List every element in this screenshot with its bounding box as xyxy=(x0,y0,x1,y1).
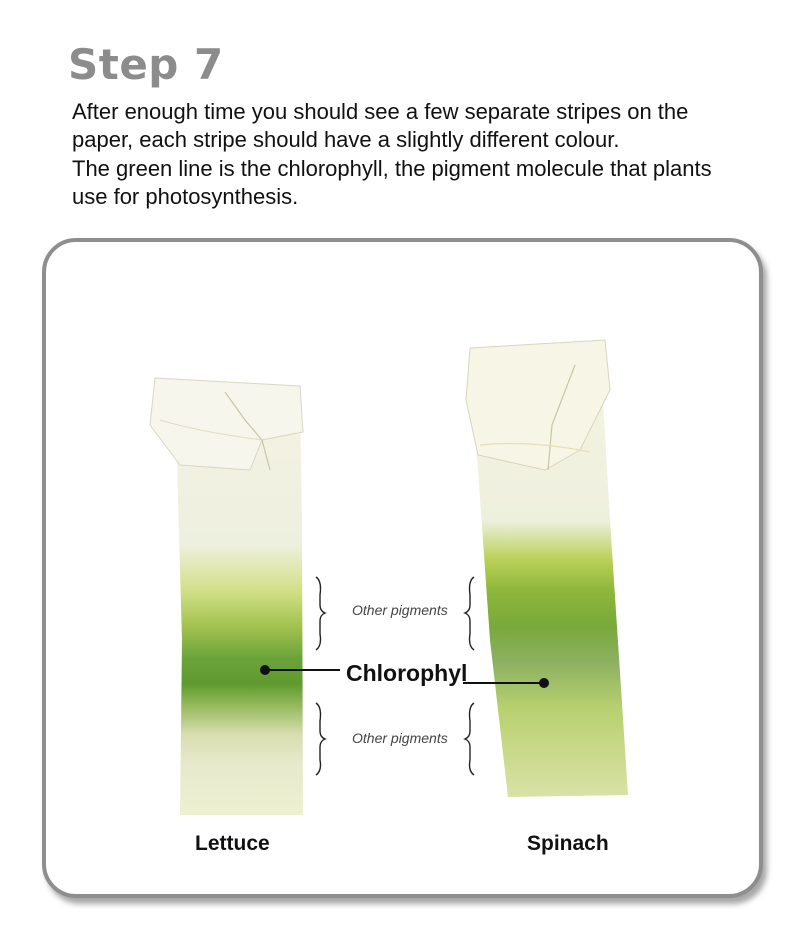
chlorophyll-label: Chlorophyl xyxy=(346,660,468,686)
spinach-label: Spinach xyxy=(527,832,609,855)
right-brace-upper xyxy=(465,577,474,650)
left-brace-lower xyxy=(316,703,325,775)
step-title: Step 7 xyxy=(68,40,224,89)
chlorophyll-dot-spinach xyxy=(539,678,549,688)
instruction-line-4: use for photosynthesis. xyxy=(72,184,299,209)
spinach-paper-strip xyxy=(466,340,628,797)
instruction-line-1: After enough time you should see a few separate stripes on the xyxy=(72,99,689,124)
right-brace-lower xyxy=(465,703,474,775)
left-brace-upper xyxy=(316,577,325,650)
instruction-line-3: The green line is the chlorophyll, the pigment molecule that plants xyxy=(72,156,712,181)
chlorophyll-dot-lettuce xyxy=(260,665,270,675)
instruction-line-2: paper, each stripe should have a slightly different colour. xyxy=(72,127,620,152)
other-pigments-label-bottom: Other pigments xyxy=(352,730,448,746)
other-pigments-label-top: Other pigments xyxy=(352,602,448,618)
lettuce-label: Lettuce xyxy=(195,832,270,855)
lettuce-paper-strip xyxy=(150,378,303,815)
